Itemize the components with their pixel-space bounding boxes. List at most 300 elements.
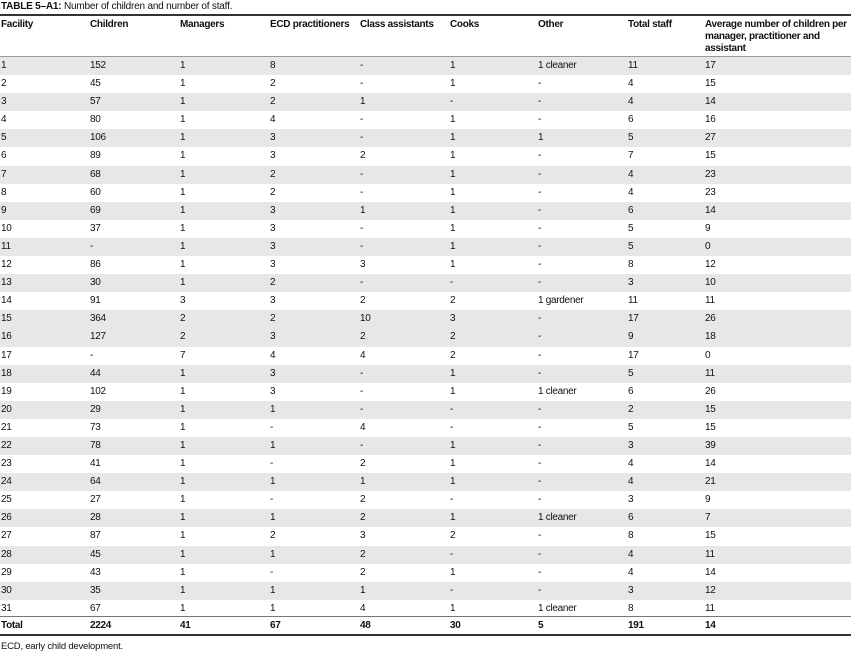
table-cell: - — [538, 277, 542, 289]
table-cell: 1 — [180, 476, 186, 488]
table-row — [0, 310, 851, 328]
table-cell: 60 — [90, 186, 101, 198]
table-row — [0, 328, 851, 346]
table-cell: 5 — [628, 222, 634, 234]
table-cell: 27 — [90, 494, 101, 506]
table-cell: 10 — [1, 222, 12, 234]
table-cell: 3 — [270, 222, 276, 234]
footnote: ECD, early child development. — [1, 641, 123, 652]
table-cell: - — [538, 313, 542, 325]
table-cell: 4 — [628, 458, 634, 470]
table-cell: 18 — [1, 367, 12, 379]
table-cell: 8 — [270, 60, 276, 71]
table-cell: 3 — [628, 277, 634, 289]
table-cell: 29 — [1, 566, 12, 578]
table-cell: 1 — [538, 132, 544, 144]
table-cell: 1 — [180, 186, 186, 198]
table-cell: 1 — [450, 439, 456, 451]
table-cell: 1 — [180, 60, 186, 71]
table-cell: 86 — [90, 259, 101, 271]
table-cell: 2 — [450, 349, 456, 361]
table-row — [0, 347, 851, 365]
table-cell: 1 — [450, 512, 456, 524]
table-cell: 2 — [360, 150, 366, 162]
table-cell: 57 — [90, 96, 101, 108]
table-row — [0, 202, 851, 220]
table-cell: 3 — [270, 259, 276, 271]
table-cell: - — [450, 421, 454, 433]
table-cell: 1 — [450, 476, 456, 488]
table-cell: 17 — [628, 313, 639, 325]
table-header — [0, 16, 851, 57]
column-header: Children — [90, 19, 129, 30]
table-cell: 1 — [450, 602, 456, 614]
table-cell: 1 — [180, 584, 186, 596]
table-cell: 17 — [628, 349, 639, 361]
table-body — [0, 57, 851, 618]
table-cell: 0 — [705, 349, 711, 361]
table-cell: 4 — [628, 548, 634, 560]
table-cell: 2 — [360, 331, 366, 343]
table-cell: 30 — [1, 584, 12, 596]
table-cell: - — [450, 277, 454, 289]
table-cell: 1 — [270, 476, 276, 488]
table-cell: 9 — [705, 494, 711, 506]
table-cell: 1 — [360, 584, 366, 596]
table-cell: 10 — [705, 277, 716, 289]
table-cell: 3 — [270, 204, 276, 216]
table-cell: 15 — [705, 530, 716, 542]
table-cell: 2 — [270, 313, 276, 325]
table-cell: 9 — [1, 204, 7, 216]
table-cell: 1 — [450, 259, 456, 271]
table-cell: 8 — [628, 259, 634, 271]
table-cell: 14 — [705, 566, 716, 578]
table-cell: 22 — [1, 439, 12, 451]
table-row — [0, 256, 851, 274]
table-cell: 23 — [1, 458, 12, 470]
table-cell: - — [538, 240, 542, 252]
table-row — [0, 491, 851, 509]
table-cell: 1 — [450, 240, 456, 252]
table-cell: 1 — [360, 204, 366, 216]
table-cell: 15 — [1, 313, 12, 325]
table-row — [0, 93, 851, 111]
table-cell: 2 — [360, 548, 366, 560]
table-cell: 11 — [705, 367, 715, 379]
table-row — [0, 184, 851, 202]
table-cell: - — [450, 96, 454, 108]
table-cell: 1 — [180, 439, 186, 451]
table-cell: 69 — [90, 204, 101, 216]
table-cell: 6 — [628, 204, 634, 216]
table-cell: 1 — [180, 277, 186, 289]
table-cell: 1 — [450, 566, 456, 578]
table-cell: 2 — [450, 530, 456, 542]
table-cell: 41 — [90, 458, 101, 470]
table-cell: 1 cleaner — [538, 60, 577, 71]
table-cell: 26 — [1, 512, 12, 524]
table-cell: - — [360, 403, 364, 415]
total-cell: 5 — [538, 620, 544, 631]
table-cell: 1 — [270, 512, 276, 524]
table-cell: - — [538, 349, 542, 361]
table-cell: 21 — [1, 421, 12, 433]
table-cell: 1 — [360, 96, 366, 108]
table-cell: 8 — [628, 530, 634, 542]
table-cell: 16 — [1, 331, 12, 343]
table-cell: - — [360, 222, 364, 234]
table-cell: 3 — [270, 367, 276, 379]
table-cell: 27 — [1, 530, 12, 542]
table-cell: 37 — [90, 222, 101, 234]
table-cell: 1 — [450, 204, 456, 216]
table-cell: 67 — [90, 602, 101, 614]
table-cell: 2 — [270, 168, 276, 180]
table-cell: 5 — [628, 132, 634, 144]
column-header: Other — [538, 19, 564, 30]
table-cell: 2 — [180, 331, 186, 343]
table-cell: 2 — [360, 566, 366, 578]
table-cell: 64 — [90, 476, 101, 488]
table-cell: 1 — [180, 240, 186, 252]
table-row — [0, 166, 851, 184]
table-cell: 1 — [450, 60, 456, 71]
table-cell: 4 — [360, 421, 366, 433]
table-cell: 4 — [270, 114, 276, 126]
table-row — [0, 455, 851, 473]
table-cell: 45 — [90, 548, 101, 560]
table-cell: 1 — [180, 150, 186, 162]
table-cell: 28 — [1, 548, 12, 560]
table-cell: 5 — [628, 240, 634, 252]
table-cell: 10 — [360, 313, 371, 325]
table-cell: - — [538, 259, 542, 271]
table-cell: - — [360, 168, 364, 180]
table-cell: 18 — [705, 331, 716, 343]
table-cell: 89 — [90, 150, 101, 162]
table-cell: 1 — [360, 476, 366, 488]
table-row — [0, 365, 851, 383]
table-cell: 4 — [1, 114, 7, 126]
table-cell: 30 — [90, 277, 101, 289]
table-cell: 39 — [705, 439, 716, 451]
table-cell: - — [360, 439, 364, 451]
table-title: TABLE 5–A1: Number of children and number of staff. — [1, 1, 233, 12]
table-cell: 6 — [1, 150, 7, 162]
table-cell: 12 — [705, 584, 716, 596]
table-cell: 106 — [90, 132, 106, 144]
table-cell: 3 — [360, 530, 366, 542]
column-header: ECD practitioners — [270, 19, 350, 30]
table-cell: 27 — [705, 132, 716, 144]
table-cell: 15 — [705, 78, 716, 90]
table-cell: 1 — [180, 530, 186, 542]
table-cell: - — [450, 584, 454, 596]
table-cell: 17 — [705, 60, 716, 71]
table-cell: 4 — [628, 186, 634, 198]
table-cell: - — [450, 403, 454, 415]
table-cell: - — [270, 494, 274, 506]
table-cell: 11 — [628, 60, 638, 71]
table-cell: 25 — [1, 494, 12, 506]
table-cell: 1 — [450, 458, 456, 470]
table-cell: - — [90, 240, 94, 252]
table-cell: 3 — [270, 240, 276, 252]
table-cell: 15 — [705, 150, 716, 162]
table-cell: 2 — [628, 403, 634, 415]
table-cell: - — [538, 367, 542, 379]
table-cell: 1 — [180, 132, 186, 144]
table-cell: 8 — [628, 602, 634, 614]
table-cell: 1 — [180, 385, 186, 397]
table-cell: 1 — [270, 584, 276, 596]
table-cell: - — [90, 349, 94, 361]
table-cell: 1 — [450, 132, 456, 144]
table-cell: 1 gardener — [538, 295, 584, 307]
table-cell: 2 — [450, 295, 456, 307]
table-cell: 6 — [628, 385, 634, 397]
table-cell: 1 — [270, 548, 276, 560]
table-cell: 45 — [90, 78, 101, 90]
total-row — [0, 616, 851, 636]
table-cell: - — [360, 132, 364, 144]
table-cell: 4 — [628, 566, 634, 578]
table-cell: 17 — [1, 349, 12, 361]
table-cell: 152 — [90, 60, 106, 71]
table-cell: 11 — [705, 295, 715, 307]
table-cell: - — [538, 222, 542, 234]
table-cell: 1 — [180, 78, 186, 90]
table-row — [0, 582, 851, 600]
table-cell: 68 — [90, 168, 101, 180]
table-cell: 80 — [90, 114, 101, 126]
table-cell: 12 — [705, 259, 716, 271]
table-cell: 11 — [1, 240, 11, 252]
total-cell: 41 — [180, 620, 191, 631]
table-row — [0, 111, 851, 129]
table-row — [0, 546, 851, 564]
table-cell: 43 — [90, 566, 101, 578]
table-cell: - — [538, 439, 542, 451]
table-cell: - — [538, 566, 542, 578]
total-cell: 30 — [450, 620, 461, 631]
table-cell: 78 — [90, 439, 101, 451]
table-cell: 2 — [1, 78, 7, 90]
table-cell: 2 — [450, 331, 456, 343]
table-cell: 127 — [90, 331, 106, 343]
table-cell: 91 — [90, 295, 101, 307]
table-cell: 1 — [180, 204, 186, 216]
table-cell: 0 — [705, 240, 711, 252]
column-header: Class assistants — [360, 19, 434, 30]
table-cell: 6 — [628, 114, 634, 126]
total-cell: 2224 — [90, 620, 112, 631]
table-cell: 3 — [180, 295, 186, 307]
table-row — [0, 274, 851, 292]
table-cell: 14 — [705, 204, 716, 216]
table-cell: 4 — [360, 602, 366, 614]
table-cell: 4 — [628, 476, 634, 488]
table-cell: 1 — [180, 403, 186, 415]
table-cell: 23 — [705, 186, 716, 198]
table-cell: 1 cleaner — [538, 512, 577, 524]
table-cell: 1 — [450, 78, 456, 90]
table-cell: 11 — [705, 602, 715, 614]
table-cell: 1 — [180, 548, 186, 560]
table-cell: 2 — [270, 530, 276, 542]
table-cell: 2 — [270, 96, 276, 108]
table-cell: 14 — [1, 295, 12, 307]
table-cell: - — [270, 421, 274, 433]
table-cell: 19 — [1, 385, 12, 397]
table-cell: 1 — [180, 367, 186, 379]
table-cell: 1 — [180, 421, 186, 433]
table-cell: 3 — [270, 150, 276, 162]
table-cell: 35 — [90, 584, 101, 596]
table-cell: 1 — [1, 60, 7, 71]
table-cell: - — [360, 186, 364, 198]
table-cell: 21 — [705, 476, 716, 488]
table-cell: 14 — [705, 458, 716, 470]
table-cell: 20 — [1, 403, 12, 415]
table-cell: - — [538, 548, 542, 560]
table-row — [0, 473, 851, 491]
table-cell: 1 — [180, 168, 186, 180]
table-cell: - — [360, 114, 364, 126]
table-row — [0, 220, 851, 238]
table-cell: - — [538, 331, 542, 343]
table-cell: 3 — [628, 584, 634, 596]
table-cell: 1 — [180, 602, 186, 614]
table-cell: 11 — [628, 295, 638, 307]
table-cell: 1 — [180, 222, 186, 234]
table-cell: 9 — [705, 222, 711, 234]
table-cell: 9 — [628, 331, 634, 343]
table-cell: 1 — [270, 439, 276, 451]
table-cell: - — [360, 60, 364, 71]
table-cell: 24 — [1, 476, 12, 488]
table-cell: - — [450, 494, 454, 506]
table-cell: 1 — [180, 566, 186, 578]
table-cell: 4 — [360, 349, 366, 361]
table-cell: - — [538, 78, 542, 90]
table-cell: 3 — [270, 331, 276, 343]
table-cell: - — [360, 240, 364, 252]
table-cell: - — [538, 458, 542, 470]
table-cell: - — [538, 403, 542, 415]
table-cell: 3 — [270, 132, 276, 144]
table-cell: 2 — [270, 186, 276, 198]
table-cell: 1 — [180, 458, 186, 470]
table-cell: 7 — [180, 349, 186, 361]
table-cell: 1 — [450, 222, 456, 234]
table-cell: 102 — [90, 385, 106, 397]
table-cell: 87 — [90, 530, 101, 542]
table-cell: 1 — [270, 602, 276, 614]
table-cell: 2 — [270, 78, 276, 90]
table-cell: 2 — [360, 458, 366, 470]
table-cell: 5 — [1, 132, 7, 144]
column-header: Managers — [180, 19, 225, 30]
table-cell: - — [270, 566, 274, 578]
table-cell: - — [538, 421, 542, 433]
table-cell: - — [538, 96, 542, 108]
table-cell: 1 — [180, 259, 186, 271]
table-cell: 3 — [270, 385, 276, 397]
table-cell: 1 — [450, 186, 456, 198]
table-cell: 16 — [705, 114, 716, 126]
table-cell: - — [538, 584, 542, 596]
table-cell: 3 — [1, 96, 7, 108]
column-header: Cooks — [450, 19, 480, 30]
table-cell: 1 — [450, 150, 456, 162]
total-cell: 14 — [705, 620, 716, 631]
table-row — [0, 401, 851, 419]
table-cell: 4 — [628, 96, 634, 108]
table-cell: 1 — [180, 512, 186, 524]
table-row — [0, 147, 851, 165]
table-cell: 2 — [180, 313, 186, 325]
table-cell: - — [360, 385, 364, 397]
table-cell: 11 — [705, 548, 715, 560]
table-cell: 12 — [1, 259, 12, 271]
total-cell: Total — [1, 620, 23, 631]
table-cell: 2 — [360, 295, 366, 307]
table-cell: - — [360, 78, 364, 90]
table-cell: 1 — [450, 168, 456, 180]
table-row — [0, 383, 851, 401]
table-cell: 1 cleaner — [538, 602, 577, 614]
table-cell: 5 — [628, 367, 634, 379]
table-cell: 1 — [180, 494, 186, 506]
table-cell: - — [538, 204, 542, 216]
table-row — [0, 564, 851, 582]
table-row — [0, 75, 851, 93]
table-cell: 4 — [628, 78, 634, 90]
table-cell: - — [538, 186, 542, 198]
table-row — [0, 292, 851, 310]
table-cell: 1 — [270, 403, 276, 415]
table-cell: 2 — [270, 277, 276, 289]
table-cell: 3 — [360, 259, 366, 271]
table-cell: - — [538, 476, 542, 488]
table-cell: 73 — [90, 421, 101, 433]
table-row — [0, 509, 851, 527]
table-cell: 8 — [1, 186, 7, 198]
table-cell: 7 — [705, 512, 711, 524]
table-cell: 44 — [90, 367, 101, 379]
table-cell: - — [270, 458, 274, 470]
column-header: Average number of children per manager, practitioner and assistant — [705, 19, 847, 54]
table-cell: 4 — [628, 168, 634, 180]
table-cell: 13 — [1, 277, 12, 289]
table-cell: - — [538, 114, 542, 126]
table-cell: 14 — [705, 96, 716, 108]
table-cell: - — [538, 530, 542, 542]
column-header: Total staff — [628, 19, 672, 30]
table-cell: - — [538, 168, 542, 180]
table-cell: 1 cleaner — [538, 385, 577, 397]
table-cell: 26 — [705, 385, 716, 397]
table-cell: - — [538, 150, 542, 162]
table-row — [0, 419, 851, 437]
table-cell: 2 — [360, 512, 366, 524]
table-cell: 5 — [628, 421, 634, 433]
table-cell: - — [360, 277, 364, 289]
table-cell: - — [538, 494, 542, 506]
table-cell: - — [450, 548, 454, 560]
